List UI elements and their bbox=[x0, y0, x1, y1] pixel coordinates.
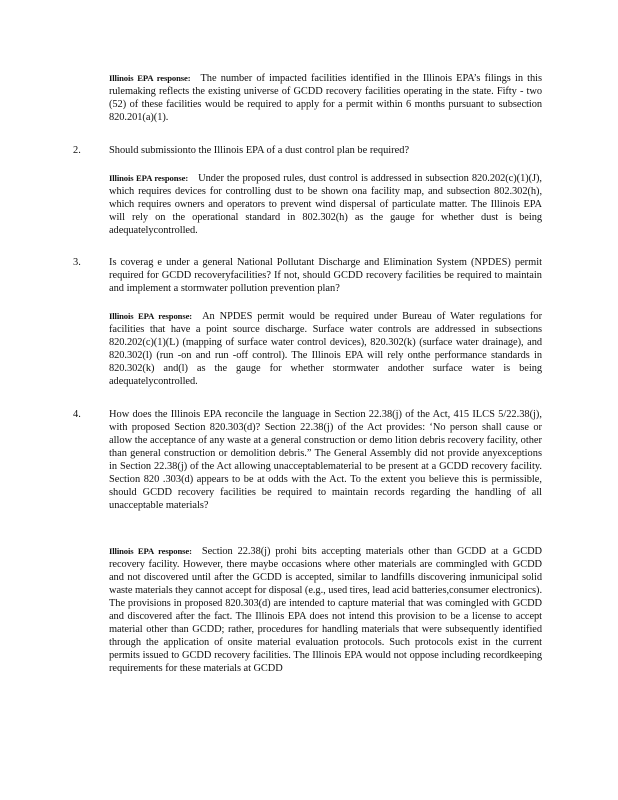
item3-response bbox=[109, 310, 542, 388]
item4-number: 4. bbox=[73, 409, 81, 420]
response-label: Illinois EPA response: bbox=[109, 73, 191, 83]
response-label: Illinois EPA response: bbox=[109, 173, 189, 183]
item4-question: How does the Illinois EPA reconcile the language in Section 22.38(j) of the Act, 415 ILCS 5/22.38(j), with proposed Section 820.303(d)? Section 22.38(j) of the Act provides: ‘No person shall cause or allow the acceptance of any waste at a general construction or demo lition debris recovery facility, other than general construction or demolition debris.” The General Assembly did not provide anyexceptions in Section 22.38(j) of the Act allowing unacceptablematerial to be present at a GCDD recovery facility. Section 820 .303(d) appears to be at odds with the Act. To the extent you believe this is permissible, should GCDD recovery facilities be required to maintain records regarding the handling of all unacceptable materials? bbox=[109, 409, 542, 511]
response-label: Illinois EPA response: bbox=[109, 311, 193, 321]
item2-response-text bbox=[109, 172, 542, 237]
item1-answer: The number of impacted facilities identified in the Illinois EPA’s filings in this rulemaking reflects the existing universe of GCDD recovery facilities operating in the state. Fifty - two (52) of these facilities would be required to apply for a permit within 6 months pursuant to subsection 820.201(a)(1). bbox=[109, 73, 542, 123]
item1-response-text bbox=[109, 72, 542, 124]
item1-response bbox=[109, 72, 542, 124]
item3-response-text bbox=[109, 310, 542, 388]
item2-question: Should submissionto the Illinois EPA of a dust control plan be required? bbox=[109, 145, 410, 156]
item2-number: 2. bbox=[73, 145, 81, 156]
item4-response-text bbox=[109, 545, 542, 675]
item2-answer: Under the proposed rules, dust control is addressed in subsection 820.202(c)(1)(J), which requires devices for controlling dust to be shown ona facility map, and subsection 802.302(h), which requires owners and operators to prevent wind dispersal of particulate matter. The Illinois EPA will rely on the operational standard in 802.302(h) as the gauge for whether dust is being adequatelycontrolled. bbox=[109, 173, 542, 236]
item3-answer: An NPDES permit would be required under Bureau of Water regulations for facilities that have a point source discharge. Surface water controls are addressed in subsections 820.202(c)(1)(L) (mapping of surface water control devices), 820.302(k) (surface water drainage), and 820.302(l) (run -on and run -off control). The Illinois EPA will rely onthe performance standards in 820.302(k) and(l) as the gauge for whether stormwater andother surface water is being adequatelycontrolled. bbox=[109, 311, 542, 387]
response-label: Illinois EPA response: bbox=[109, 546, 192, 556]
item3-question: Is coverag e under a general National Pollutant Discharge and Elimination System (NPDES) permit required for GCDD recoveryfacilities? If not, should GCDD recovery facilities be required to maintain and implement a stormwater pollution prevention plan? bbox=[109, 257, 542, 294]
item3-number: 3. bbox=[73, 257, 81, 268]
item4-answer: Section 22.38(j) prohi bits accepting materials other than GCDD at a GCDD recovery facility. However, there maybe occasions where other materials are commingled with GCDD and not discovered until after the GCDD is accepted, similar to landfills discovering inmunicipal solid waste materials they cannot accept for disposal (e.g., used tires, lead acid batteries,consumer electronics). The provisions in proposed 820.303(d) are intended to capture material that was comingled with GCDD and discovered after the fact. The Illinois EPA does not intend this provision to be a license to accept material other than GCDD; rather, procedures for handling materials that were subsequently identified through the application of onsite material evaluation protocols. Such protocols exist in the current permits issued to GCDD recovery facilities. The Illinois EPA would not oppose including recordkeeping requirements for these materials at GCDD bbox=[109, 546, 542, 674]
item4-response bbox=[109, 545, 542, 675]
item2-response bbox=[109, 172, 542, 237]
